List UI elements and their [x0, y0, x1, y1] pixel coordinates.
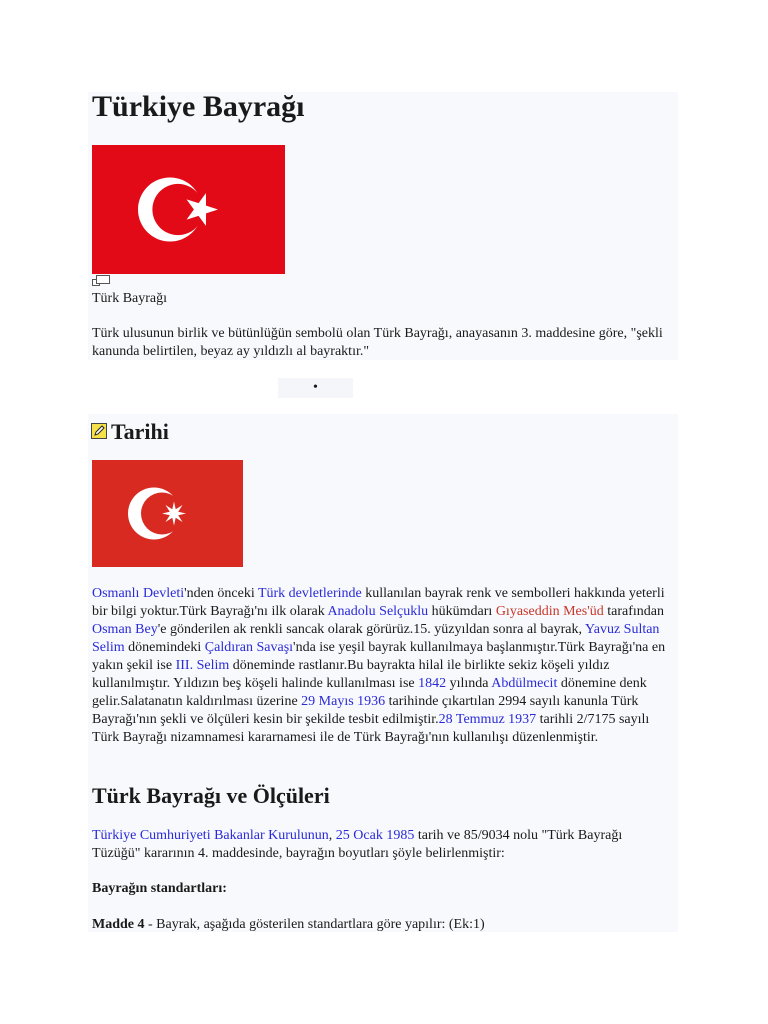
- page-title: Türkiye Bayrağı: [92, 90, 305, 123]
- paragraph-text: 'e gönderilen ak renkli sancak olarak görürüz.15. yüzyıldan sonra al bayrak,: [157, 622, 586, 637]
- madde-label: Madde 4: [92, 917, 145, 932]
- intro-text: Türk ulusunun birlik ve bütünlüğün sembolü olan Türk Bayrağı, anayasanın 3. maddesine göre, "şekli kanunda belirtilen, beyaz ay yıldızlı al bayraktır.": [92, 326, 663, 359]
- flag-caption: Türk Bayrağı: [92, 291, 168, 306]
- wiki-link[interactable]: Abdülmecit: [491, 676, 558, 691]
- standards-label: [92, 880, 672, 898]
- wiki-link[interactable]: Anadolu Selçuklu: [327, 604, 429, 619]
- wiki-link[interactable]: Çaldıran Savaşı: [204, 640, 294, 655]
- madde-line: [92, 916, 672, 934]
- paragraph-text: dönemindeki: [124, 640, 205, 655]
- paragraph-text: tarihli 2/7175 sayılı Türk Bayrağı nizamnamesi kararnamesi ile de Türk Bayrağı'nın kullanılışı düzenlenmiştir.: [92, 712, 650, 745]
- wiki-link[interactable]: 29 Mayıs 1936: [301, 694, 386, 709]
- standards-label-text: Bayrağın standartları:: [92, 881, 227, 896]
- wiki-link[interactable]: Türkiye Cumhuriyeti Bakanlar Kurulunun: [92, 828, 329, 843]
- paragraph-text: döneminde rastlanır.Bu bayrakta hilal ile birlikte sekiz köşeli yıldız kullanılmıştır. Yıldızın beş köşeli halinde kullanılması ise: [92, 658, 610, 691]
- section-heading-tarihi: Tarihi: [111, 419, 169, 444]
- history-paragraph: [92, 585, 672, 747]
- paragraph-text: 'nden önceki: [184, 586, 258, 601]
- paragraph-text: tarafından: [603, 604, 664, 619]
- madde-text: - Bayrak, aşağıda gösterilen standartlara göre yapılır: (Ek:1): [144, 917, 485, 932]
- wiki-link[interactable]: 1842: [418, 676, 447, 691]
- wiki-link[interactable]: Türk devletlerinde: [257, 586, 362, 601]
- wiki-link[interactable]: 25 Ocak 1985: [335, 828, 415, 843]
- wiki-link[interactable]: Gıyaseddin Mes'üd: [495, 604, 604, 619]
- bullet: •: [278, 378, 353, 398]
- wiki-link[interactable]: Osmanlı Devleti: [92, 586, 185, 601]
- ottoman-flag-image: [92, 460, 243, 567]
- turkish-flag-image: [92, 145, 285, 274]
- paragraph-text: dönemine denk gelir.Salatanatın kaldırılması üzerine: [92, 676, 647, 709]
- enlarge-icon[interactable]: [92, 275, 110, 287]
- wiki-link[interactable]: Osman Bey: [92, 622, 158, 637]
- wiki-link[interactable]: 28 Temmuz 1937: [438, 712, 537, 727]
- paragraph-text: kullanılan bayrak renk ve sembolleri hakkında yeterli bir bilgi yoktur.Türk Bayrağı'nı ilk olarak: [92, 586, 665, 619]
- wiki-link[interactable]: III. Selim: [175, 658, 230, 673]
- wiki-link[interactable]: Yavuz Sultan Selim: [92, 622, 660, 655]
- paragraph-text: tarihinde çıkartılan 2994 sayılı kanunla Türk Bayrağı'nın şekli ve ölçüleri kesin bir şekilde tesbit edilmiştir.: [92, 694, 639, 727]
- section-heading-olculer: Türk Bayrağı ve Ölçüleri: [92, 783, 330, 808]
- paragraph-text: 'nda ise yeşil bayrak kullanılmaya başlanmıştır.Türk Bayrağı'na en yakın şekil ise: [92, 640, 666, 673]
- paragraph-text: tarih ve 85/9034 nolu "Türk Bayrağı Tüzüğü" kararının 4. maddesinde, bayrağın boyutları şöyle belirlenmiştir:: [92, 828, 623, 861]
- paragraph-text: yılında: [446, 676, 492, 691]
- paragraph-text: ,: [328, 828, 336, 843]
- paragraph-text: hükümdarı: [428, 604, 496, 619]
- edit-icon[interactable]: [91, 423, 107, 439]
- dimensions-paragraph: [92, 827, 672, 863]
